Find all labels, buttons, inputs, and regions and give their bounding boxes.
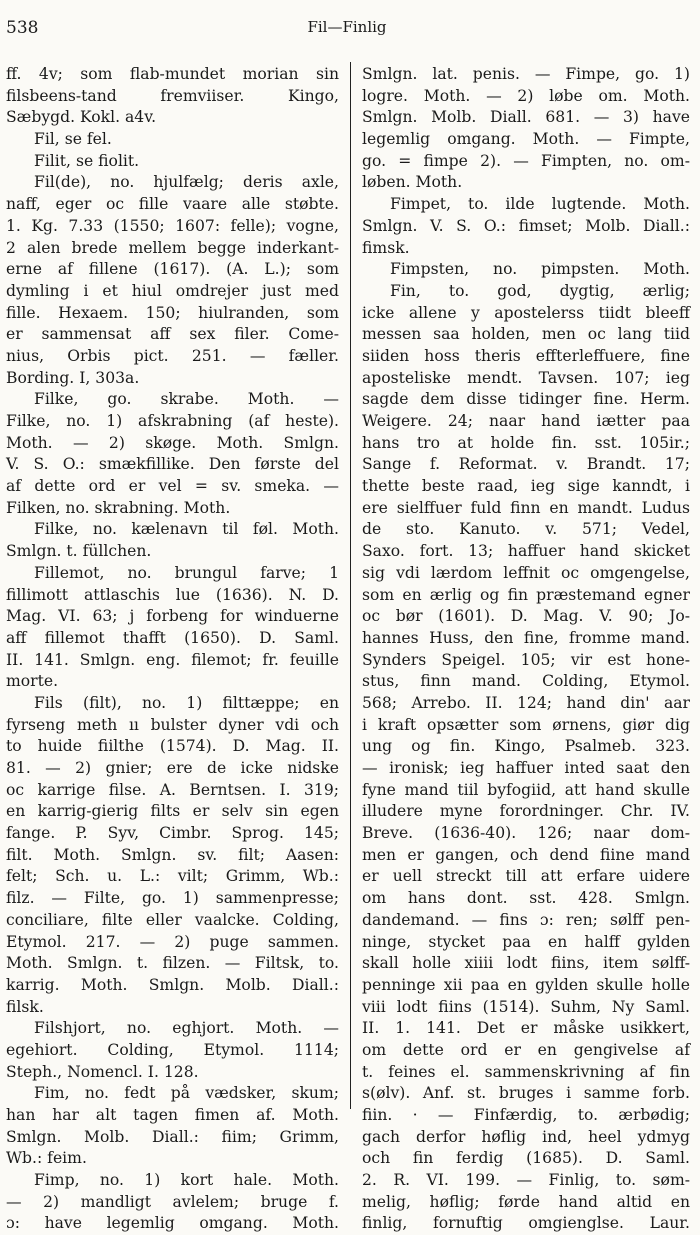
right-column-line: melig, høflig; førde hand altid en: [362, 1192, 690, 1211]
right-column-line: thette beste raad, ieg sige kanndt, i: [362, 477, 690, 496]
right-column-line: løben. Moth.: [362, 173, 463, 192]
left-column-line: — 2) mandligt avlelem; bruge f.: [6, 1192, 339, 1211]
right-column-line: stus, finn mand. Colding, Etymol.: [362, 672, 690, 691]
left-column-line: ɔ: have legemlig omgang. Moth.: [6, 1214, 339, 1233]
left-column-line: naff, eger oc fille vaare alle støbte.: [6, 195, 339, 214]
left-column-line: Wb.: feim.: [6, 1149, 87, 1168]
right-column-line: Sange f. Reformat. v. Brandt. 17;: [362, 455, 690, 474]
left-column-line: dymling i et hiul omdrejer just med: [6, 281, 339, 300]
left-column-line: filt. Moth. Smlgn. sv. filt; Aasen:: [6, 845, 339, 864]
left-column-line: Filken, no. skrabning. Moth.: [6, 498, 231, 517]
right-column-line: som en ærlig og fin præstemand egner: [362, 585, 690, 604]
left-column-line: to huide fiilthe (1574). D. Mag. II.: [6, 737, 339, 756]
left-column-line: Filit, se fiolit.: [34, 151, 140, 170]
right-column-line: 568; Arrebo. II. 124; hand din' aar: [362, 693, 690, 712]
left-column-line: II. 141. Smlgn. eng. filemot; fr. feuille: [6, 650, 339, 669]
right-column-line: go. = fimpe 2). — Fimpten, no. om-: [362, 151, 690, 170]
right-column-line: logre. Moth. — 2) løbe om. Moth.: [362, 86, 690, 105]
right-column-line: er uell streckt till att erfare uidere: [362, 867, 690, 886]
left-column-line: Smlgn. Molb. Diall.: fiim; Grimm,: [6, 1127, 339, 1146]
right-column-line: ninge, stycket paa en halff gylden: [362, 932, 690, 951]
left-column-line: fange. P. Syv, Cimbr. Sprog. 145;: [6, 824, 339, 843]
right-column-line: Breve. (1636-40). 126; naar dom-: [362, 824, 690, 843]
left-column-line: karrig. Moth. Smlgn. Molb. Diall.:: [6, 975, 339, 994]
right-column-line: hans tro at holde fin. sst. 105ir.;: [362, 433, 690, 452]
left-column-line: nius, Orbis pict. 251. — fæller.: [6, 346, 339, 365]
right-column-line: men er gangen, och dend fiine mand: [362, 845, 690, 864]
right-column-line: sagde dem disse tidinger fine. Herm.: [362, 390, 690, 409]
right-column-line: Weigere. 24; naar hand iætter paa: [362, 412, 690, 430]
right-column-line: hannes Huss, den fine, fromme mand.: [362, 628, 690, 647]
page-header: [6, 18, 688, 42]
right-column-line: om dette ord er en gengivelse af: [362, 1040, 690, 1059]
left-column-line: V. S. O.: smækfillike. Den første del: [6, 455, 339, 474]
right-column-line: Smlgn. V. S. O.: fimset; Molb. Diall.:: [362, 216, 690, 235]
right-column-line: finlig, fornuftig omgienglse. Laur.: [362, 1214, 690, 1233]
right-column-line: fimsk.: [362, 238, 410, 257]
right-column-line: viii lodt fiins (1514). Suhm, Ny Saml.: [362, 997, 690, 1016]
left-column-line: Fimp, no. 1) kort hale. Moth.: [34, 1171, 339, 1190]
right-column-line: — ironisk; ieg haffuer inted saat den: [362, 759, 690, 777]
left-column-line: filsk.: [6, 997, 44, 1016]
right-column-line: ere sielffuer fuld finn en mandt. Ludus: [362, 498, 690, 517]
right-column-line: Saxo. fort. 13; haffuer hand skicket: [362, 542, 690, 561]
left-column-line: Steph., Nomencl. I. 128.: [6, 1062, 199, 1081]
left-column-line: Fil, se fel.: [34, 130, 112, 149]
left-column-line: Filke, go. skrabe. Moth. —: [34, 390, 339, 409]
right-column: [362, 64, 690, 1235]
left-column-line: Filshjort, no. eghjort. Moth. —: [34, 1019, 339, 1038]
left-column-line: af dette ord er vel = sv. smeka. —: [6, 477, 339, 496]
left-column-line: erne af fillene (1617). (A. L.); som: [6, 260, 339, 279]
right-column-line: illudere myne forordninger. Chr. IV.: [362, 802, 690, 821]
right-column-line: de sto. Kanuto. v. 571; Vedel,: [362, 520, 690, 539]
right-column-line: legemlig omgang. Moth. — Fimpte,: [362, 130, 690, 149]
left-column-line: Smlgn. t. füllchen.: [6, 542, 152, 561]
left-column-line: er sammensat aff sex filer. Come-: [6, 325, 339, 344]
column-divider: [350, 62, 351, 1109]
left-column-line: Moth. Smlgn. t. filzen. — Filtsk, to.: [6, 954, 339, 973]
right-column-line: aposteliske mendt. Tavsen. 107; ieg: [362, 368, 690, 387]
left-column-line: fille. Hexaem. 150; hiulranden, som: [6, 303, 339, 322]
right-column-line: Synders Speigel. 105; vir est hone-: [362, 650, 690, 669]
right-column-line: penninge xii paa en gylden skulle holle: [362, 975, 690, 994]
left-column-line: conciliare, filte eller vaalcke. Colding,: [6, 910, 339, 929]
left-column-line: ff. 4v; som flab-mundet morian sin: [6, 65, 339, 83]
right-column-line: messen saa holden, men oc lang tiid: [362, 325, 690, 344]
right-column-line: och fin ferdig (1685). D. Saml.: [362, 1149, 690, 1168]
left-column-line: Fil(de), no. hjulfælg; deris axle,: [34, 173, 339, 192]
right-column-line: i kraft opsætter som ørnens, giør dig: [362, 715, 690, 734]
right-column-line: 2. R. VI. 199. — Finlig, to. søm-: [362, 1171, 690, 1190]
left-column-line: oc karrige filse. A. Berntsen. I. 319;: [6, 780, 339, 799]
right-column-line: siiden hoss theris effterleffuere, fine: [362, 346, 690, 365]
right-column-line: Smlgn. Molb. Diall. 681. — 3) have: [362, 108, 690, 127]
right-column-line: t. feines el. sammenskrivning af fin: [362, 1062, 690, 1081]
right-column-line: fiin. · — Finfærdig, to. ærbødig;: [362, 1106, 690, 1124]
left-column-line: Filke, no. kælenavn til føl. Moth.: [34, 520, 339, 539]
right-column-line: fyne mand tiil byfogiid, att hand skulle: [362, 780, 690, 799]
left-column-line: Mag. VI. 63; j forbeng for winduerne: [6, 607, 339, 626]
running-head: Fil—Finlig: [307, 18, 387, 36]
left-column-line: morte.: [6, 672, 59, 691]
left-column-line: Filke, no. 1) afskrabning (af heste).: [6, 412, 339, 430]
left-column-line: fillimott attlaschis lue (1636). N. D.: [6, 585, 339, 604]
left-column-line: Sæbygd. Kokl. a4v.: [6, 108, 157, 127]
right-column-line: dandemand. — fins ɔ: ren; sølff pen-: [362, 910, 690, 929]
left-column-line: filsbeens-tand fremviiser. Kingo,: [6, 86, 339, 105]
left-column-line: filz. — Filte, go. 1) sammenpresse;: [6, 889, 339, 908]
right-column-line: II. 1. 141. Det er måske usikkert,: [362, 1019, 690, 1038]
left-column-line: aff fillemot thafft (1650). D. Saml.: [6, 628, 339, 647]
right-column-line: ung og fin. Kingo, Psalmeb. 323.: [362, 737, 690, 756]
left-column-line: egehiort. Colding, Etymol. 1114;: [6, 1040, 339, 1059]
left-column-line: Fim, no. fedt på vædsker, skum;: [34, 1084, 339, 1103]
right-column-line: gach derfor høflig ind, heel ydmyg: [362, 1127, 690, 1146]
left-column-line: 2 alen brede mellem begge inderkant-: [6, 238, 339, 257]
page-number: 538: [6, 18, 39, 38]
left-column-line: en karrig-gierig filts er selv sin egen: [6, 802, 339, 821]
left-column-line: Etymol. 217. — 2) puge sammen.: [6, 932, 339, 951]
right-column-line: Smlgn. lat. penis. — Fimpe, go. 1): [362, 65, 690, 83]
right-column-line: icke allene y apostelerss tiidt bleeff: [362, 303, 690, 322]
left-column-line: 1. Kg. 7.33 (1550; 1607: felle); vogne,: [6, 216, 339, 235]
left-column-line: Fils (filt), no. 1) filttæppe; en: [34, 693, 339, 712]
left-column-line: Bording. I, 303a.: [6, 368, 140, 387]
right-column-line: om hans dont. sst. 428. Smlgn.: [362, 889, 690, 908]
left-column-line: fyrseng meth ıı bulster dyner vdi och: [6, 715, 339, 734]
right-column-line: skall holle xiiii lodt fiins, item sølff-: [362, 954, 690, 973]
right-column-line: Fimpsten, no. pimpsten. Moth.: [390, 260, 690, 279]
right-column-line: Fimpet, to. ilde lugtende. Moth.: [390, 195, 690, 214]
left-column: [6, 64, 339, 1235]
left-column-line: felt; Sch. u. L.: vilt; Grimm, Wb.:: [6, 867, 339, 886]
right-column-line: sig vdi lærdom leffnit oc omgengelse,: [362, 563, 690, 582]
left-column-line: han har alt tagen fimen af. Moth.: [6, 1106, 339, 1124]
left-column-line: Moth. — 2) skøge. Moth. Smlgn.: [6, 433, 339, 452]
right-column-line: oc bør (1601). D. Mag. V. 90; Jo-: [362, 607, 690, 626]
right-column-line: Fin, to. god, dygtig, ærlig;: [390, 281, 690, 300]
left-column-line: Fillemot, no. brungul farve; 1: [34, 563, 339, 582]
right-column-line: s(ølv). Anf. st. bruges i samme forb.: [362, 1084, 690, 1103]
left-column-line: 81. — 2) gnier; ere de icke nidske: [6, 759, 339, 777]
